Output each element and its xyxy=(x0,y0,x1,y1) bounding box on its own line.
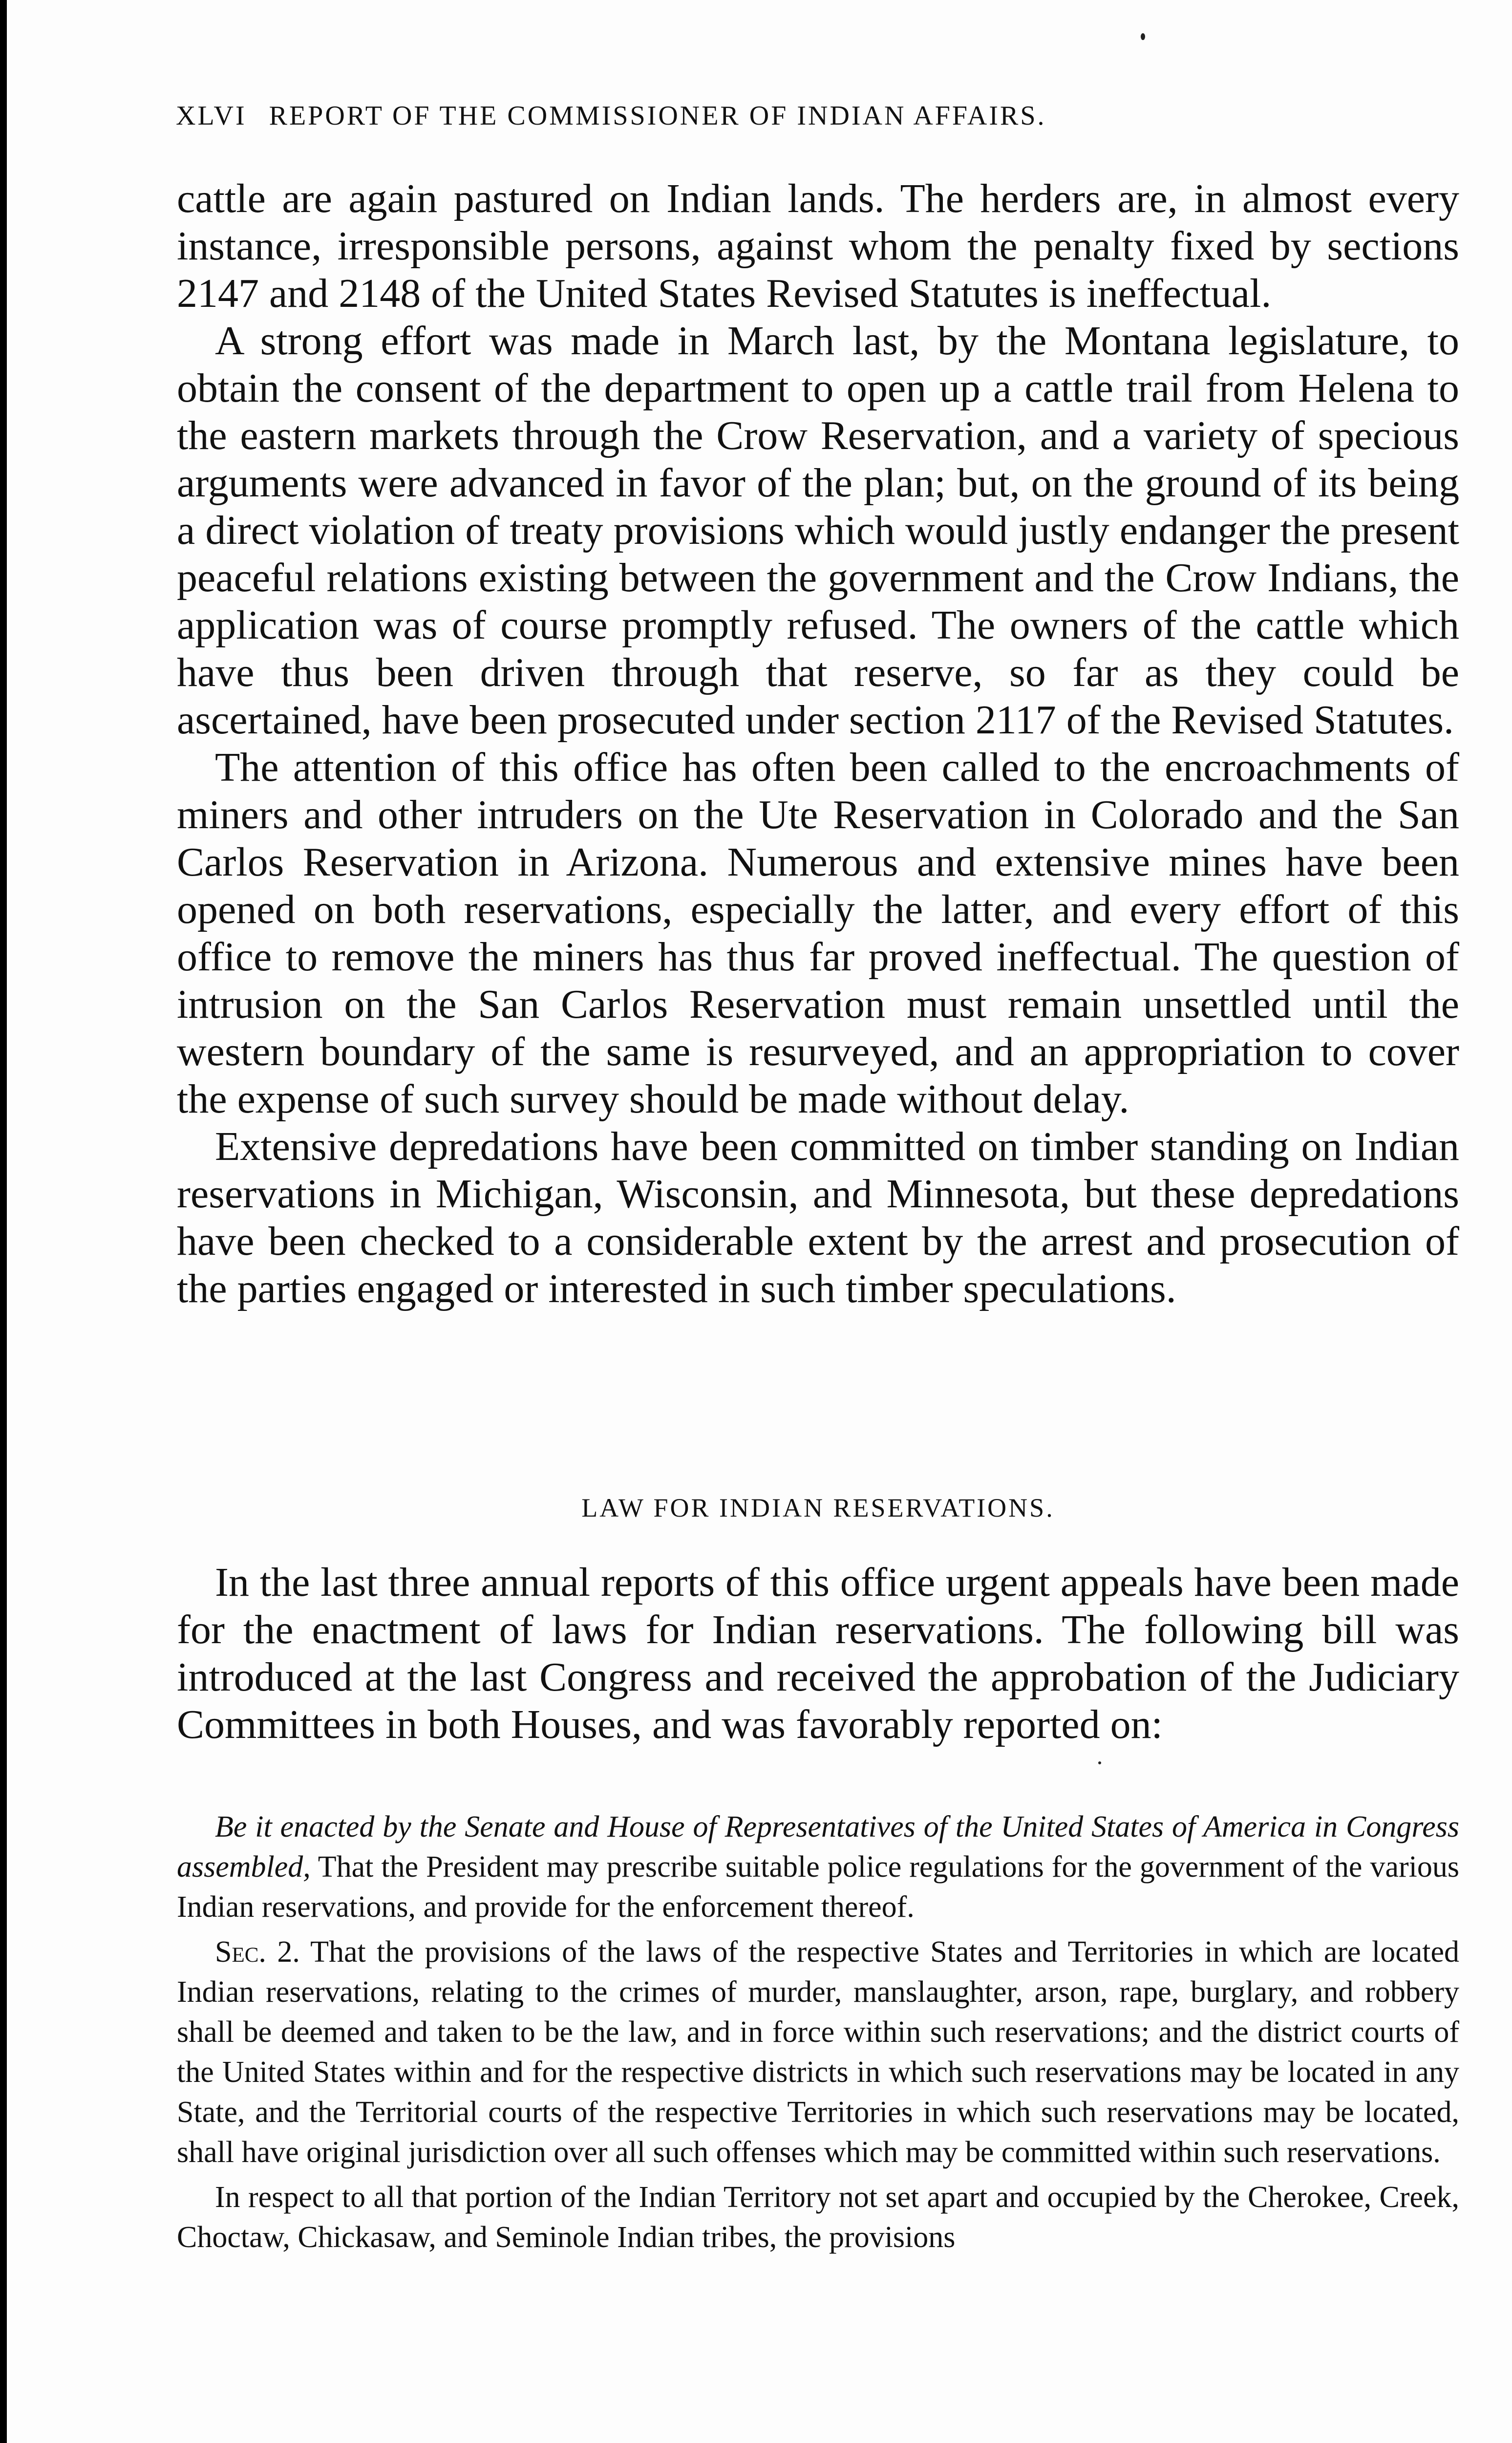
section-3-text: In respect to all that portion of the Indian Territory not set apart and occupied by the Cherokee, Creek, Choctaw, Chickasaw, and Seminole Indian tribes, the provisions xyxy=(177,2181,1459,2254)
bill-section-1 xyxy=(177,1807,1459,1927)
paragraph-miners-intruders: The attention of this office has often been called to the encroachments of miners and other intruders on the Ute Reservation in Colorado and the San Carlos Reservation in Arizona. Numerous and extensive mines have been opened on both reservations, especially the latter, and every effort of this office to remove the miners has thus far proved ineffectual. The question of intrusion on the San Carlos Reservation must remain unsettled until the western boundary of the same is resurveyed, and an appropriation to cover the expense of such survey should be made without delay. xyxy=(177,745,1459,1122)
scan-edge-left xyxy=(0,0,7,2443)
law-intro-block xyxy=(177,1559,1459,1748)
scan-speck xyxy=(1141,33,1145,40)
scan-speck xyxy=(1098,1761,1101,1764)
body-text xyxy=(177,175,1459,1312)
paragraph-cattle-herders: cattle are again pastured on Indian lands. The herders are, in almost every instance, irresponsible persons, against whom the penalty fixed by sections 2147 and 2148 of the United States Revised Statutes is ineffectual. xyxy=(177,176,1459,316)
running-title: REPORT OF THE COMMISSIONER OF INDIAN AFFAIRS. xyxy=(269,101,1046,131)
bill-section-2 xyxy=(177,1932,1459,2172)
section-2-text: That the provisions of the laws of the respective States and Territories in which are located Indian reservations, relating to the crimes of murder, manslaughter, arson, rape, burglary, and robbery shall be deemed and taken to be the law, and in force within such reservations; and the district courts of the United States within and for the respective districts in which such reservations may be located in any State, and the Territorial courts of the respective Territories in which such reservations may be located, shall have original jurisdiction over all such offenses which may be committed within such reservations. xyxy=(177,1935,1459,2169)
bill-text xyxy=(177,1807,1459,2262)
bill-section-3 xyxy=(177,2177,1459,2257)
paragraph-timber-depredations: Extensive depredations have been committed on timber standing on Indian reservations in Michigan, Wisconsin, and Minnesota, but these depredations have been checked to a considerable extent by the arrest and prosecution of the parties engaged or interested in such timber speculations. xyxy=(177,1124,1459,1311)
paragraph-law-intro: In the last three annual reports of this office urgent appeals have been made for the enactment of laws for Indian reservations. The following bill was introduced at the last Congress and received the approbation of the Judiciary Committees in both Houses, and was favorably reported on: xyxy=(177,1560,1459,1747)
section-1-text: That the President may prescribe suitable police regulations for the government of the various Indian reservations, and provide for the enforcement thereof. xyxy=(177,1850,1459,1924)
running-head xyxy=(176,100,1348,131)
paragraph-montana-trail: A strong effort was made in March last, by the Montana legislature, to obtain the consent of the department to open up a cattle trail from Helena to the eastern markets through the Crow Reservation, and a variety of specious arguments were advanced in favor of the plan; but, on the ground of its being a direct violation of treaty provisions which would justly endanger the present peaceful relations existing between the government and the Crow Indians, the application was of course promptly refused. The owners of the cattle which have thus been driven through that reserve, so far as they could be ascertained, have been prosecuted under section 2117 of the Revised Statutes. xyxy=(177,318,1459,743)
section-heading: LAW FOR INDIAN RESERVATIONS. xyxy=(581,1493,1055,1522)
page-number: XLVI xyxy=(176,101,247,131)
section-2-label: Sec. 2. xyxy=(215,1935,300,1969)
enacting-clause: Be it enacted by the Senate and House of Representatives of the United States of America in Congress assembled, xyxy=(177,1810,1459,1884)
